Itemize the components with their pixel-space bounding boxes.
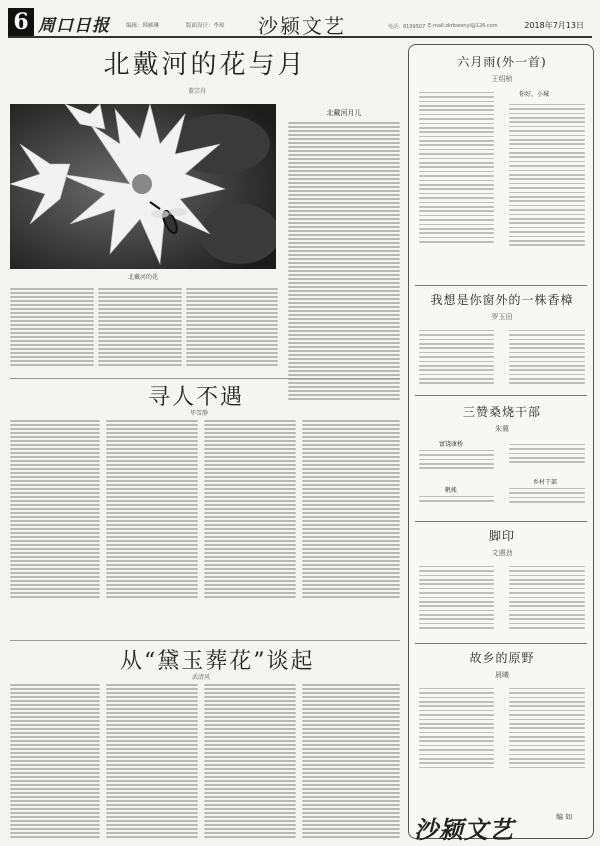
poem4-verse-right	[509, 563, 585, 632]
poem2-verse-right	[509, 327, 585, 387]
poem4-author: 文遇劲	[491, 549, 513, 557]
poem5-title: 故乡的原野	[469, 651, 535, 665]
poem-separator-4	[415, 643, 587, 644]
poem4-title: 脚印	[488, 529, 515, 543]
poetry-sidebar	[408, 44, 594, 839]
poem-5	[409, 649, 595, 680]
poem1-author: 王绍桢	[491, 75, 513, 83]
article2-col-4	[302, 418, 400, 600]
page-header	[8, 8, 592, 38]
poem3-verse-1	[419, 447, 494, 472]
poem-separator-3	[415, 521, 587, 522]
article3-col-4	[302, 682, 400, 840]
section-divider-2	[10, 640, 400, 641]
section-calligraphy: 沙颍文艺	[414, 815, 514, 844]
poem1-subtitle: 你好，小城	[519, 91, 550, 98]
poem4-verse-left	[419, 563, 494, 632]
poem3-verse-4	[509, 485, 585, 505]
article3-title: 从“黛玉葬花”谈起	[120, 649, 315, 674]
poem3-author: 朱冀	[495, 425, 509, 433]
poem1-verse-right	[509, 101, 585, 249]
newspaper-name: 周口日报	[38, 16, 110, 36]
poem-3	[409, 403, 595, 434]
poem3-sub2: 帆帐	[445, 487, 458, 494]
article1-col-3	[186, 286, 278, 368]
article1-col-2	[98, 286, 182, 368]
article2-author: 毕雪静	[190, 410, 209, 417]
poem-4	[409, 527, 595, 558]
poem-separator-1	[415, 285, 587, 286]
poem1-verse-left	[419, 89, 494, 245]
photo-caption: 北戴河的花	[127, 274, 158, 281]
article2-col-1	[10, 418, 100, 600]
article3-col-1	[10, 682, 100, 840]
article3-author: 武清风	[192, 674, 211, 681]
article1-col-1	[10, 286, 94, 368]
designer-credit: 版面设计：李琼	[186, 23, 225, 29]
poem2-verse-left	[419, 327, 494, 387]
poem5-author: 晨曦	[495, 671, 509, 679]
poem-separator-2	[415, 395, 587, 396]
article1-col-right	[288, 108, 400, 402]
issue-date: 2018年7月13日	[524, 21, 584, 30]
page-number: 6	[8, 8, 34, 36]
editor-credit: 编辑：韩雁琳	[126, 23, 160, 29]
poem3-verse-3	[509, 441, 585, 466]
poem2-title: 我想是你窗外的一株香樟	[430, 293, 574, 307]
poem5-verse-right	[509, 685, 585, 771]
poem-2	[409, 291, 595, 322]
article2-col-3	[204, 418, 296, 600]
editor-seal: 编 如	[556, 813, 573, 821]
poem3-sub1: 富饶康桥	[439, 441, 464, 448]
article-author: 董宗舟	[188, 88, 207, 95]
section-title: 沙颍文艺	[258, 14, 346, 38]
poem5-verse-left	[419, 685, 494, 771]
article3-col-2	[106, 682, 198, 840]
article1-subhead: 北戴河月儿	[326, 109, 362, 117]
phone: 电话：8199507	[388, 24, 426, 30]
article2-title: 寻人不遇	[148, 385, 245, 410]
section-divider	[10, 378, 400, 379]
poem3-verse-2	[419, 493, 494, 505]
poem3-title: 三赞桑烧干部	[462, 405, 541, 419]
poem1-title: 六月雨(外一首)	[457, 55, 547, 69]
article-title: 北戴河的花与月	[103, 50, 307, 80]
email: E-mail:zkrbwenyi@126.com	[428, 23, 498, 29]
poem-1	[409, 53, 595, 84]
poem3-sub3: 乡村干部	[533, 479, 558, 486]
article3-col-3	[204, 682, 296, 840]
article2-col-2	[106, 418, 198, 600]
poem2-author: 罗玉田	[491, 313, 513, 321]
flower-photo	[10, 104, 276, 269]
